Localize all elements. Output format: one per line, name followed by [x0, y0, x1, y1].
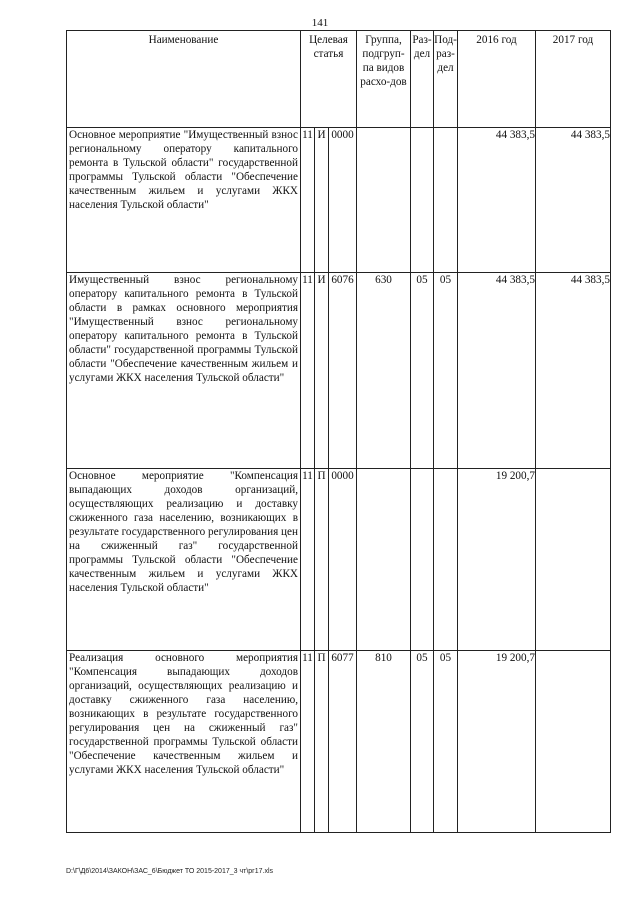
amount-2016: 44 383,5 — [458, 273, 536, 469]
page-number: 141 — [311, 17, 329, 29]
table-row — [67, 273, 611, 469]
target-code-part-2: И — [315, 273, 329, 469]
target-code-part-2: П — [315, 469, 329, 651]
header-2016: 2016 год — [458, 31, 536, 128]
budget-table — [66, 30, 611, 833]
header-subsection: Под-раз-дел — [434, 31, 458, 128]
target-code-part-3: 6077 — [329, 651, 357, 833]
section-code: 05 — [411, 273, 434, 469]
subsection-code: 05 — [434, 651, 458, 833]
amount-2017: 44 383,5 — [536, 273, 611, 469]
target-code-part-2: И — [315, 128, 329, 273]
target-code-part-2: П — [315, 651, 329, 833]
target-code-part-1: 11 — [301, 651, 315, 833]
group-code: 810 — [357, 651, 411, 833]
footer-file-path: D:\Г\Д6\2014\ЗАКОН\ЗАС_6\Бюджет ТО 2015-2017_3 чт\рг17.xls — [66, 868, 274, 875]
target-code-part-1: 11 — [301, 469, 315, 651]
subsection-code — [434, 469, 458, 651]
subsection-code: 05 — [434, 273, 458, 469]
table-row — [67, 469, 611, 651]
amount-2017: 44 383,5 — [536, 128, 611, 273]
section-code — [411, 469, 434, 651]
target-code-part-3: 6076 — [329, 273, 357, 469]
subsection-code — [434, 128, 458, 273]
header-row — [67, 31, 611, 128]
row-name: Основное мероприятие "Компенсация выпадающих доходов организаций, осуществляющих реализацию и доставку сжиженного газа населению, возникающих в результате государственного регулирования цен на сжиженный газ" государственной программы Тульской области "Обеспечение качественным жильем и услугами ЖКХ населения Тульской области" — [67, 469, 301, 651]
header-2017: 2017 год — [536, 31, 611, 128]
target-code-part-3: 0000 — [329, 128, 357, 273]
group-code: 630 — [357, 273, 411, 469]
header-target: Целевая статья — [301, 31, 357, 128]
header-group: Группа, подгруп-па видов расхо-дов — [357, 31, 411, 128]
amount-2017 — [536, 469, 611, 651]
target-code-part-1: 11 — [301, 128, 315, 273]
target-code-part-1: 11 — [301, 273, 315, 469]
target-code-part-3: 0000 — [329, 469, 357, 651]
amount-2016: 44 383,5 — [458, 128, 536, 273]
amount-2017 — [536, 651, 611, 833]
header-section: Раз-дел — [411, 31, 434, 128]
row-name: Основное мероприятие "Имущественный взнос региональному оператору капитального ремонта в Тульской области" государственной программы Тульской области "Обеспечение качественным жильем и услугами ЖКХ населения Тульской области" — [67, 128, 301, 273]
table-row — [67, 651, 611, 833]
header-name: Наименование — [67, 31, 301, 128]
amount-2016: 19 200,7 — [458, 651, 536, 833]
group-code — [357, 469, 411, 651]
section-code: 05 — [411, 651, 434, 833]
section-code — [411, 128, 434, 273]
row-name: Реализация основного мероприятия "Компенсация выпадающих доходов организаций, осуществляющих реализацию и доставку сжиженного газа населению, возникающих в результате государственного регулирования цен на сжиженный газ" государственной программы Тульской области "Обеспечение качественным жильем и услугами ЖКХ населения Тульской области" — [67, 651, 301, 833]
table-row — [67, 128, 611, 273]
group-code — [357, 128, 411, 273]
row-name: Имущественный взнос региональному оператору капитального ремонта в Тульской области в рамках основного мероприятия "Имущественный взнос региональному оператору капитального ремонта в Тульской области" государственной программы Тульской области "Обеспечение качественным жильем и услугами ЖКХ населения Тульской области" — [67, 273, 301, 469]
amount-2016: 19 200,7 — [458, 469, 536, 651]
